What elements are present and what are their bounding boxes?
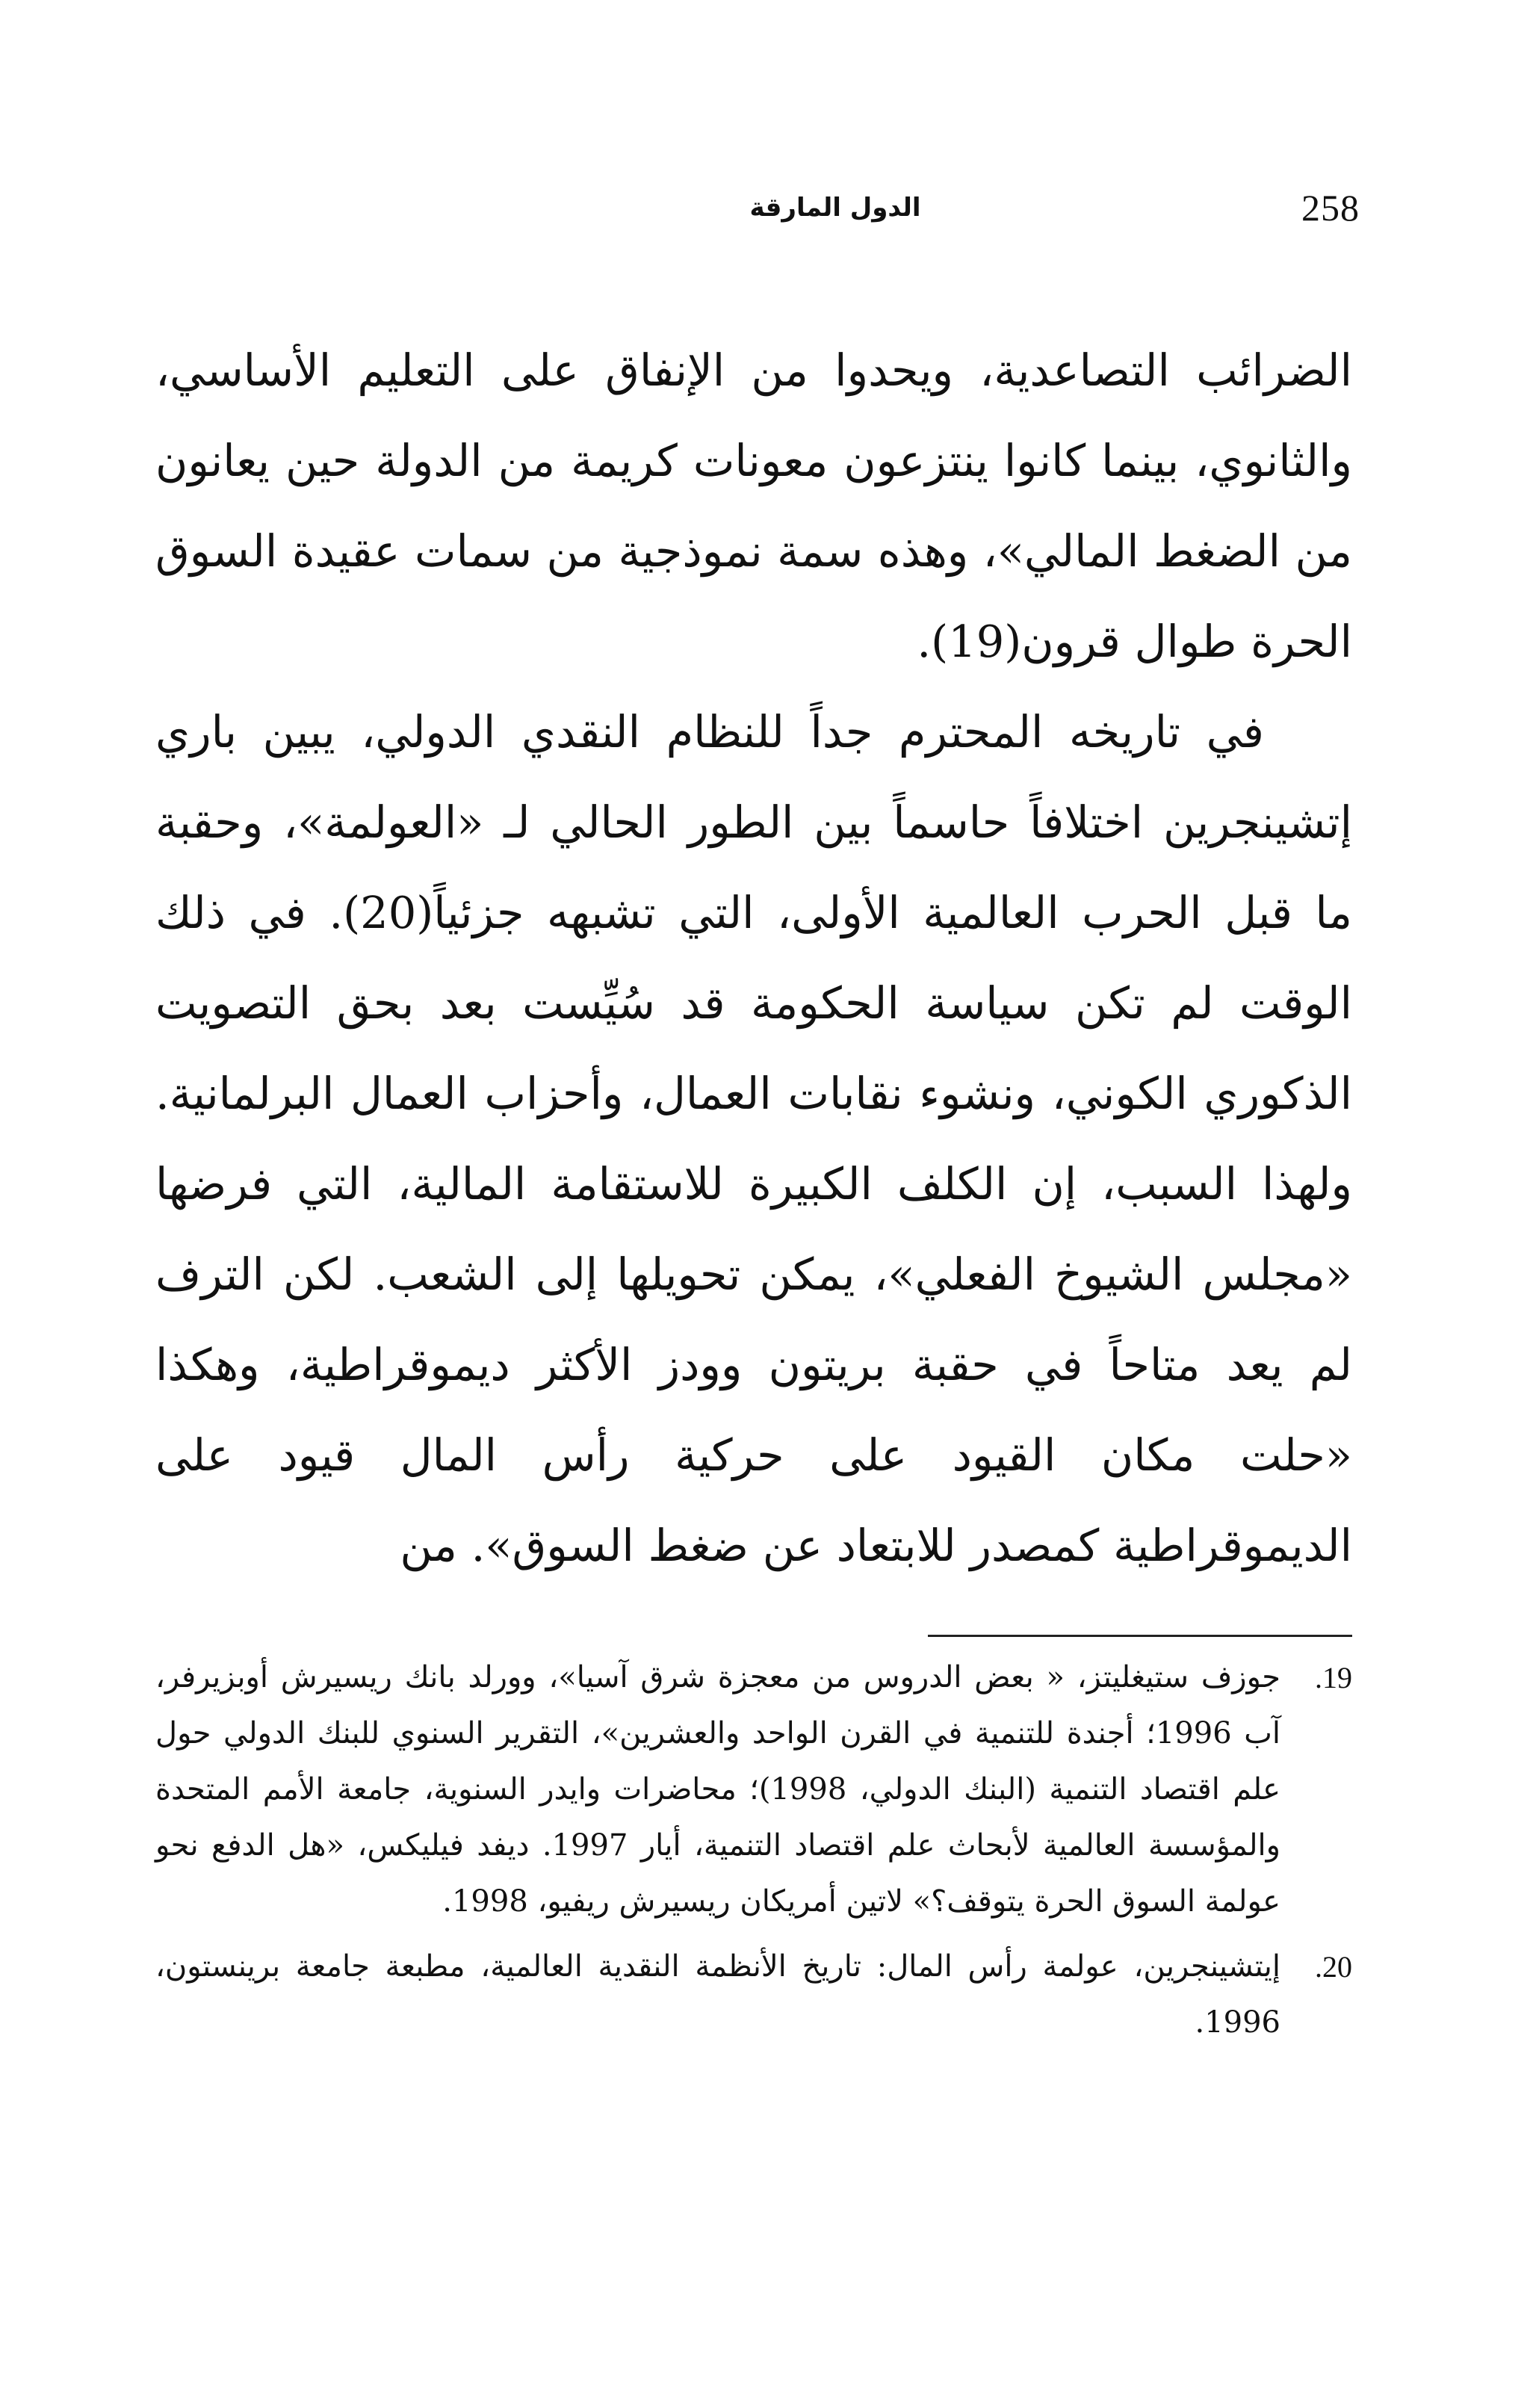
footnote-text: جوزف ستيغليتز، « بعض الدروس من معجزة شرق آسيا»، وورلد بانك ريسيرش أوبزيرفر، آب 1996؛ أجندة للتنمية في القرن الواحد والعشرين»، التقرير السنوي للبنك الدولي حول علم اقتصاد التنمية (البنك الدولي، 1998)؛ محاضرات وايدر السنوية، جامعة الأمم المتحدة والمؤسسة العالمية لأبحاث علم اقتصاد التنمية، أيار 1997. ديفد فيليكس، «هل الدفع نحو عولمة السوق الحرة يتوقف؟» لاتين أمريكان ريسيرش ريفيو، 1998. [155,1660,1281,1919]
footnote-number: 20. [1315,1950,1352,1984]
footnotes [155,1650,1352,2060]
page-header [155,178,1360,238]
paragraph: الضرائب التصاعدية، ويحدوا من الإنفاق على التعليم الأساسي، والثانوي، بينما كانوا ينتزعون معونات كريمة من الدولة حين يعانون من الضغط المالي»، وهذه سمة نموذجية من سمات عقيدة السوق الحرة طوال قرون(19). [155,344,1352,667]
footnote [155,1939,1352,2051]
footnote [155,1650,1352,1930]
footnote-divider [928,1635,1352,1637]
footnote-number: 19. [1315,1661,1352,1694]
running-title: الدول المارقة [749,193,921,223]
main-text [155,325,1352,1591]
page-number: 258 [1301,187,1360,229]
paragraph: في تاريخه المحترم جداً للنظام النقدي الدولي، يبين باري إتشينجرين اختلافاً حاسماً بين الطور الحالي لـ «العولمة»، وحقبة ما قبل الحرب العالمية الأولى، التي تشبهه جزئياً(20). في ذلك الوقت لم تكن سياسة الحكومة قد سُيِّست بعد بحق التصويت الذكوري الكوني، ونشوء نقابات العمال، وأحزاب العمال البرلمانية. ولهذا السبب، إن الكلف الكبيرة للاستقامة المالية، التي فرضها «مجلس الشيوخ الفعلي»، يمكن تحويلها إلى الشعب. لكن الترف لم يعد متاحاً في حقبة بريتون وودز الأكثر ديموقراطية، وهكذا «حلت مكان القيود على حركية رأس المال قيود على الديموقراطية كمصدر للابتعاد عن ضغط السوق». من [155,706,1352,1571]
footnote-text: إيتشينجرين، عولمة رأس المال: تاريخ الأنظمة النقدية العالمية، مطبعة جامعة برينستون، 1996. [155,1949,1280,2040]
